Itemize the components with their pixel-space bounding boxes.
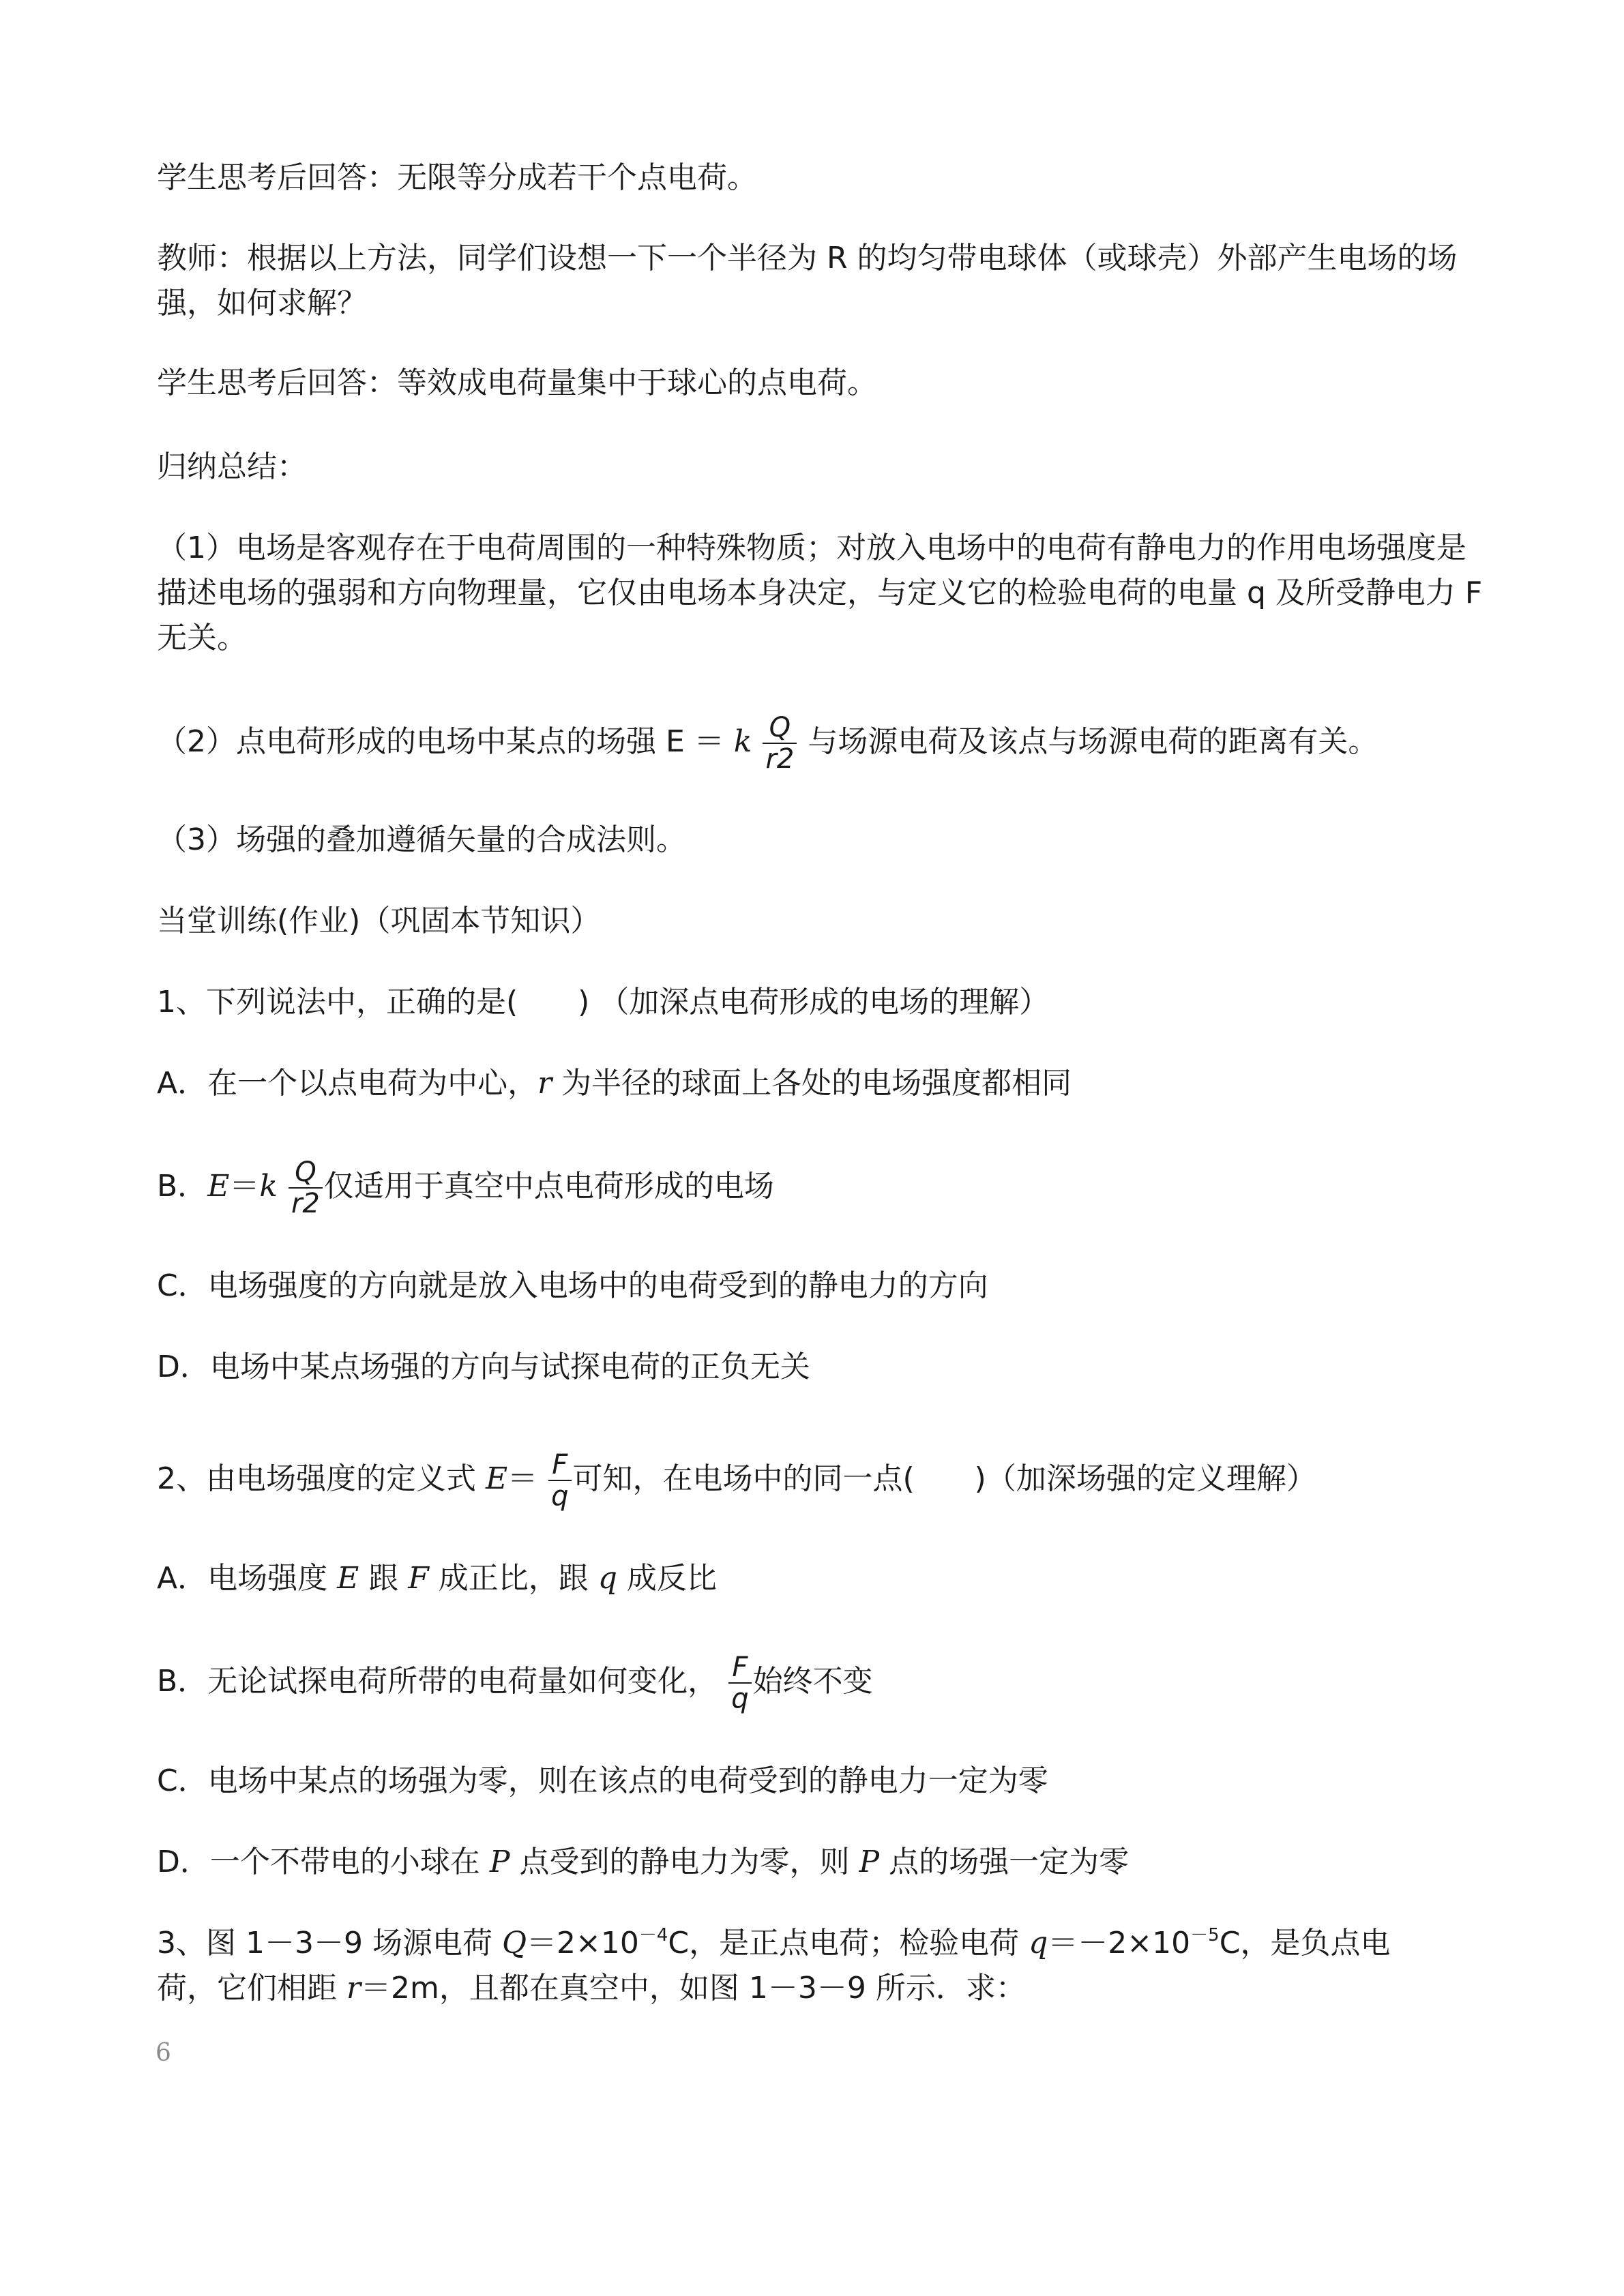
fraction-denominator: r2 — [763, 743, 797, 774]
question-2-option-d: D．一个不带电的小球在 P 点受到的静电力为零，则 P 点的场强一定为零 — [157, 1845, 1130, 1879]
question-1-option-c: C．电场强度的方向就是放入电场中的电荷受到的静电力的方向 — [157, 1268, 988, 1303]
question-1-option-d: D．电场中某点场强的方向与试探电荷的正负无关 — [157, 1350, 810, 1384]
heading-summary: 归纳总结： — [157, 449, 307, 484]
question-3-line-1: 3、图 1－3－9 场源电荷 $Q=2\times 10^{-4}C$，是正点电荷；检验电荷 $q=-2\times 10^{-5}C$，是负点电 — [157, 1925, 1391, 1960]
question-1-option-a: A．在一个以点电荷为中心，r 为半径的球面上各处的电场强度都相同 — [157, 1066, 1072, 1101]
fraction-q-over-r2 — [763, 713, 797, 774]
summary-point-2-text-b: 与场源电荷及该点与场源电荷的距离有关。 — [808, 724, 1378, 759]
question-2-option-a: A．电场强度 E 跟 F 成正比，跟 q 成反比 — [157, 1561, 717, 1596]
paragraph-student-answer-2: 学生思考后回答：等效成电荷量集中于球心的点电荷。 — [157, 366, 877, 400]
page-number: 6 — [156, 2039, 171, 2067]
summary-point-3: （3）场强的叠加遵循矢量的合成法则。 — [157, 822, 686, 857]
summary-point-1: （1）电场是客观存在于电荷周围的一种特殊物质；对放入电场中的电荷有静电力的作用电场强度是描述电场的强弱和方向物理量，它仅由电场本身决定，与定义它的检验电荷的电量 q 及所受静电力 F 无关。 — [157, 531, 1483, 655]
question-2-option-b: B．无论试探电荷所带的电荷量如何变化， $\frac{F}{q}$ 始终不变 — [157, 1652, 873, 1714]
question-1: 1、下列说法中，正确的是( ) （加深点电荷形成的电场的理解） — [157, 985, 1050, 1019]
symbol-k: k — [733, 724, 752, 759]
question-3-line-2: 荷，它们相距 r＝2m，且都在真空中，如图 1－3－9 所示．求： — [157, 1971, 1026, 2006]
heading-exercises: 当堂训练(作业)（巩固本节知识） — [157, 904, 601, 938]
question-2: 2、由电场强度的定义式 E＝ $\frac{F}{q}$ 可知，在电场中的同一点( )（加深场强的定义理解） — [157, 1449, 1316, 1512]
summary-point-2 — [157, 713, 1494, 774]
question-2-option-c: C．电场中某点的场强为零，则在该点的电荷受到的静电力一定为零 — [157, 1763, 1048, 1798]
paragraph-teacher-question: 教师：根据以上方法，同学们设想一下一个半径为 R 的均匀带电球体（或球壳）外部产生电场的场强，如何求解？ — [157, 241, 1458, 320]
question-1-option-b: B．E＝k $\frac{Q}{r2}$ 仅适用于真空中点电荷形成的电场 — [157, 1157, 774, 1219]
paragraph-student-answer-1: 学生思考后回答：无限等分成若干个点电荷。 — [157, 160, 757, 195]
fraction-f-over-q: $\frac{F}{q}$ — [548, 1450, 571, 1511]
summary-point-2-text-a: （2）点电荷形成的电场中某点的场强 E ＝ — [157, 724, 724, 759]
fraction-q-over-r2: $\frac{Q}{r2}$ — [289, 1157, 323, 1219]
fraction-numerator: Q — [769, 712, 791, 743]
fraction-f-over-q: $\frac{F}{q}$ — [728, 1652, 751, 1714]
